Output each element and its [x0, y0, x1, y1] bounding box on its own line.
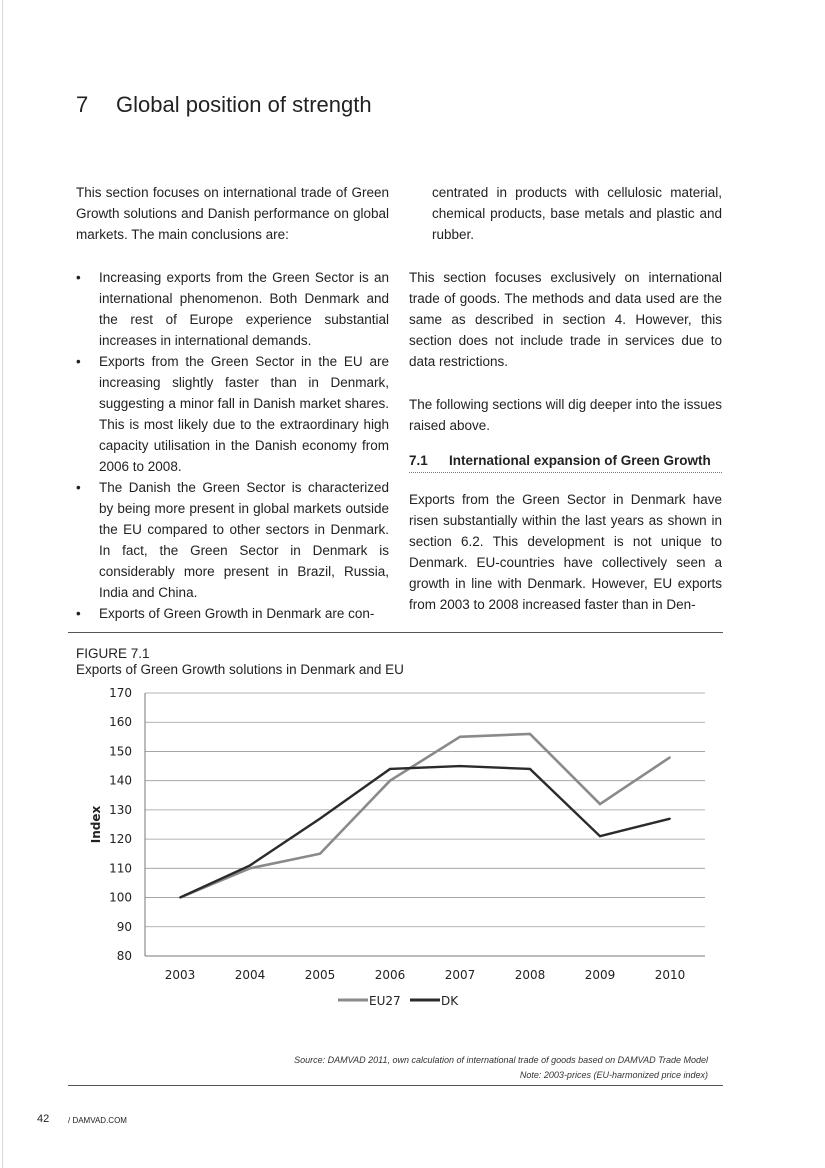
exports-line-chart [80, 682, 720, 1022]
legend-label: EU27 [369, 994, 401, 1008]
x-tick-label: 2008 [514, 968, 546, 982]
scope-paragraph: This section focuses exclusively on international trade of goods. The methods and data used are the same as described in section 4. However, this section does not include trade in services due to data restrictions. [409, 270, 722, 369]
bullet-glyph: • [76, 354, 81, 369]
bullet-text: Exports from the Green Sector in the EU are increasing slightly faster than in Denmark, suggesting a minor fall in Danish market shares. This is most likely due to the extraordinary high capacity utilisation in the Danish economy from 2006 to 2008. [99, 354, 389, 474]
source-text: Source: DAMVAD 2011, own calculation of international trade of goods based on DAMVAD Trade Model [294, 1055, 708, 1065]
bullet-continuation: centrated in products with cellulosic material, chemical products, base metals and plastic and rubber. [432, 185, 722, 242]
y-tick-label: 80 [116, 949, 132, 963]
series-line-eu27 [180, 734, 670, 898]
figure-title: Exports of Green Growth solutions in Denmark and EU [76, 662, 404, 677]
data-point-dk [249, 865, 251, 867]
x-tick-label: 2006 [374, 968, 406, 982]
x-tick-label: 2010 [654, 968, 686, 982]
bullet-text: Increasing exports from the Green Sector is an international phenomenon. Both Denmark and the rest of Europe experience substantial increases in international demands. [99, 270, 389, 348]
subsection-heading [409, 450, 722, 473]
data-point-dk [389, 768, 391, 770]
data-point-dk [319, 818, 321, 820]
chapter-number: 7 [76, 92, 89, 117]
x-tick-label: 2004 [234, 968, 266, 982]
chapter-title: Global position of strength [116, 92, 372, 117]
bullet-item [76, 477, 389, 603]
y-axis-title: Index [89, 805, 103, 844]
y-tick-label: 160 [109, 715, 132, 730]
figure-top-rule [68, 632, 723, 633]
legend-label: DK [441, 994, 459, 1008]
conclusions-list [76, 267, 389, 624]
data-point-eu27 [599, 803, 601, 805]
y-tick-label: 150 [109, 744, 132, 759]
subsection-title: International expansion of Green Growth [449, 453, 711, 468]
bullet-glyph: • [76, 480, 81, 495]
bullet-item [76, 351, 389, 477]
figure-source [294, 1053, 708, 1083]
bullet-glyph: • [76, 606, 81, 621]
data-point-eu27 [249, 867, 251, 869]
note-text: Note: 2003-prices (EU-harmonized price index) [519, 1070, 708, 1080]
data-point-eu27 [319, 853, 321, 855]
y-tick-label: 100 [109, 890, 132, 905]
bullet-text: The Danish the Green Sector is characterized by being more present in global markets outside the EU compared to other sectors in Denmark. In fact, the Green Sector in Denmark is considerably more present in Brazil, Russia, India and China. [99, 480, 389, 600]
y-tick-label: 90 [116, 919, 132, 934]
data-point-eu27 [669, 756, 671, 758]
right-column [409, 182, 722, 615]
y-tick-label: 120 [109, 832, 132, 847]
data-point-dk [179, 897, 181, 899]
data-point-eu27 [389, 780, 391, 782]
x-tick-label: 2007 [444, 968, 476, 982]
intro-paragraph: This section focuses on international trade of Green Growth solutions and Danish performance on global markets. The main conclusions are: [76, 185, 389, 242]
outline-paragraph: The following sections will dig deeper into the issues raised above. [409, 397, 722, 433]
figure-label: FIGURE 7.1 [76, 646, 150, 661]
left-column [76, 182, 389, 624]
series-line-dk [180, 766, 670, 898]
subsection-number: 7.1 [409, 453, 428, 468]
bullet-glyph: • [76, 270, 81, 285]
data-point-eu27 [459, 736, 461, 738]
data-point-dk [669, 818, 671, 820]
figure-bottom-rule [68, 1085, 723, 1086]
page-edge [2, 0, 3, 1168]
page-number: 42 [37, 1113, 50, 1125]
y-tick-label: 110 [109, 861, 132, 876]
x-tick-label: 2003 [164, 968, 196, 982]
footer-site: / DAMVAD.COM [68, 1116, 127, 1125]
y-tick-label: 130 [109, 802, 132, 817]
y-tick-label: 140 [109, 773, 132, 788]
x-tick-label: 2009 [584, 968, 616, 982]
bullet-item [76, 267, 389, 351]
chapter-heading [76, 92, 372, 118]
exports-paragraph: Exports from the Green Sector in Denmark have risen substantially within the last years as shown in section 6.2. This development is not unique to Denmark. EU-countries have collectively seen a growth in line with Denmark. However, EU exports from 2003 to 2008 increased faster than in Den- [409, 492, 722, 612]
data-point-dk [459, 765, 461, 767]
data-point-dk [599, 835, 601, 837]
data-point-eu27 [529, 733, 531, 735]
y-tick-label: 170 [109, 686, 132, 700]
bullet-item [76, 603, 389, 624]
bullet-text: Exports of Green Growth in Denmark are con- [99, 606, 375, 621]
data-point-dk [529, 768, 531, 770]
x-tick-label: 2005 [304, 968, 336, 982]
